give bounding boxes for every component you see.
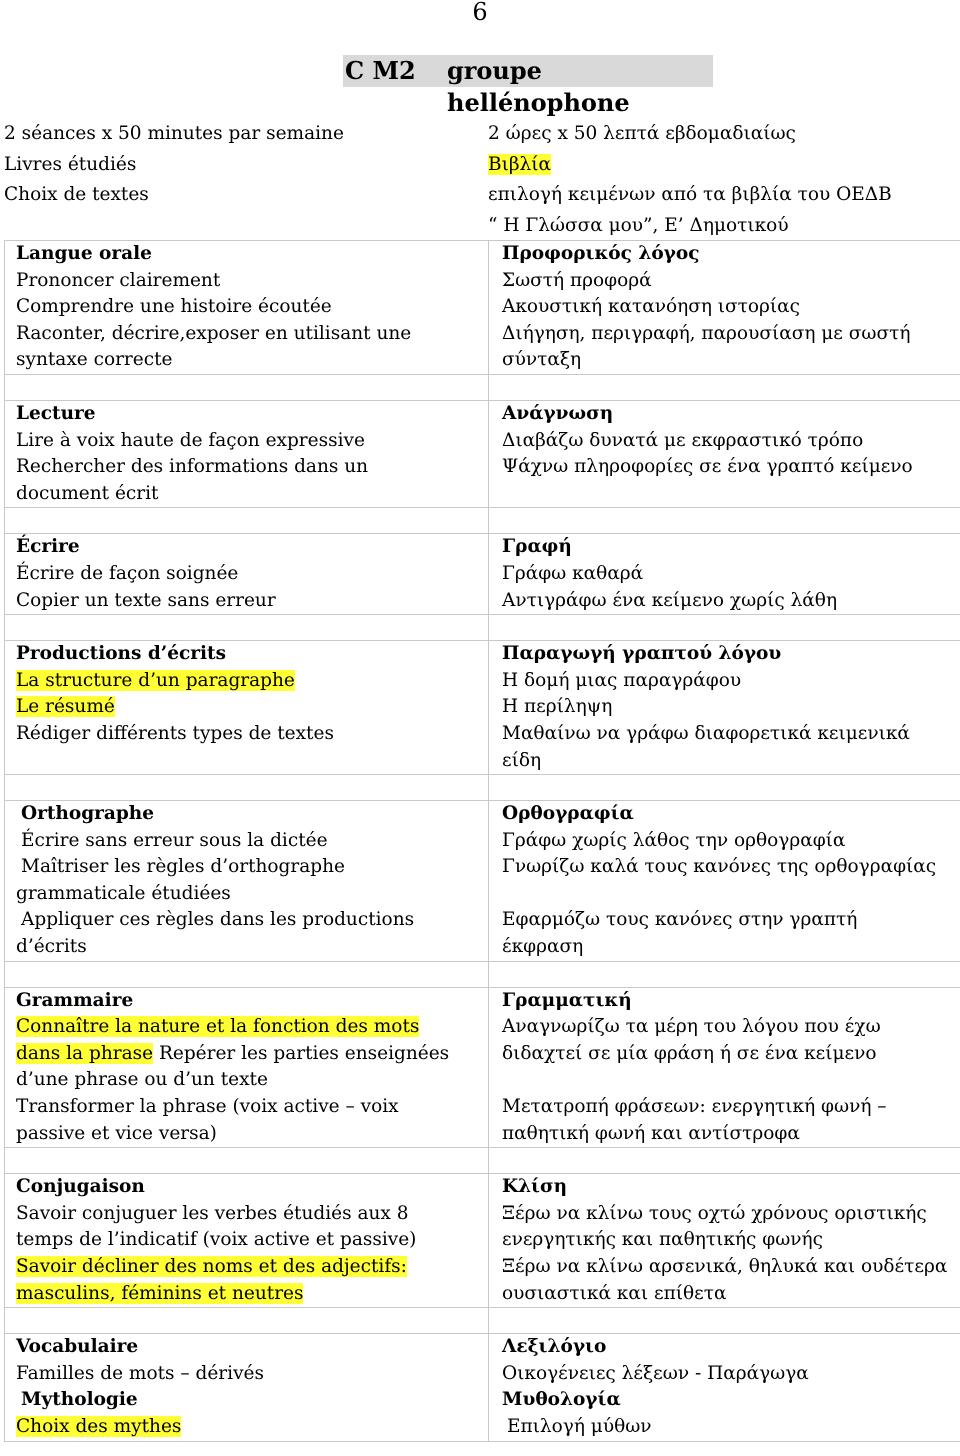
intro-line: 2 ώρες x 50 λεπτά εβδομαδιαίως [488,123,796,144]
spacer-row [5,508,960,534]
section-title: Ανάγνωση [502,402,614,424]
intro-line: Livres étudiés [4,153,137,175]
line: Διήγηση, περιγραφή, παρουσίαση με σωστή [502,322,911,344]
section-row [5,1174,960,1308]
line: Transformer la phrase (voix active – voix [16,1096,399,1118]
line: ενεργητικής και παθητικής φωνής [502,1229,823,1251]
intro-line [488,150,892,181]
highlight: masculins, féminins et neutres [16,1282,304,1304]
el-cell [489,987,960,1148]
line: Μαθαίνω να γράφω διαφορετικά κειμενικά [502,722,910,744]
class-label: C M2 [345,56,416,85]
section-title: Écrire [16,536,80,558]
highlight: Choix des mythes [16,1415,182,1437]
line: Γνωρίζω καλά τους κανόνες της ορθογραφίας [502,856,937,878]
section-row [5,641,960,775]
intro-fr [4,119,344,211]
section-title: Lecture [16,402,96,424]
text: Repérer les parties enseignées [158,1042,450,1064]
section-title: Ορθογραφία [502,803,634,825]
el-cell [489,534,960,615]
line: Αναγνωρίζω τα μέρη του λόγου που έχω [502,1016,881,1038]
highlight: dans la phrase [16,1042,154,1064]
spacer-row [5,1308,960,1334]
line [16,1254,478,1281]
group-label: groupe hellénophone [447,56,630,117]
line: Écrire sans erreur sous la dictée [21,829,328,851]
intro-line: επιλογή κειμένων από τα βιβλία του ΟΕΔΒ [488,184,892,205]
section-row [5,241,960,375]
line: Επιλογή μύθων [507,1415,652,1437]
spacer-row [5,1148,960,1174]
spacer-row [5,615,960,641]
line: Σωστή προφορά [502,269,652,291]
line: Η περίληψη [502,696,613,718]
highlight: Le résumé [16,696,115,718]
section-title: Μυθολογία [502,1389,621,1411]
line: παθητική φωνή και αντίστροφα [502,1122,800,1144]
line: είδη [502,749,542,771]
el-cell [489,641,960,775]
line: Rechercher des informations dans un [16,456,369,478]
section-title: Conjugaison [16,1176,145,1198]
fr-cell [5,534,489,615]
section-title: Langue orale [16,243,152,264]
line: Rédiger différents types de textes [16,722,334,744]
line: Lire à voix haute de façon expressive [16,429,365,451]
line: Familles de mots – dérivés [16,1362,264,1384]
highlight: Connaître la nature et la fonction des mots [16,1016,420,1038]
el-cell [489,801,960,962]
line: ουσιαστικά και επίθετα [502,1282,727,1304]
fr-cell [5,641,489,775]
blank-line [502,881,956,908]
section-row [5,987,960,1148]
curriculum-table [4,240,960,1442]
line: grammaticale étudiées [16,882,231,904]
el-cell [489,1334,960,1441]
line: Μετατροπή φράσεων: ενεργητική φωνή – [502,1096,887,1118]
section-title: Grammaire [16,989,134,1011]
line: temps de l’indicatif (voix active et passive) [16,1229,417,1251]
intro-line: Choix de textes [4,184,149,205]
line: Αντιγράφω ένα κείμενο χωρίς λάθη [502,589,838,611]
section-title: Γραμματική [502,989,632,1011]
fr-cell [5,801,489,962]
page-number: 6 [472,0,488,26]
line [16,1014,478,1041]
section-title: Orthographe [21,803,155,825]
line: Écrire de façon soignée [16,562,239,584]
page-title [343,55,713,117]
section-row [5,801,960,962]
spacer-row [5,775,960,801]
line [16,1281,478,1308]
blank-line [502,1067,956,1094]
line: διδαχτεί σε μία φράση ή σε ένα κείμενο [502,1042,877,1064]
section-title: Productions d’écrits [16,643,227,665]
line: σύνταξη [502,349,582,371]
section-title: Προφορικός λόγος [502,243,700,264]
line: Ακουστική κατανόηση ιστορίας [502,296,801,318]
spacer-row [5,374,960,400]
line: Η δομή μιας παραγράφου [502,669,742,691]
section-title: Γραφή [502,536,572,558]
section-row [5,400,960,507]
fr-cell [5,400,489,507]
highlight: Savoir décliner des noms et des adjectifs: [16,1256,407,1277]
intro-line: 2 séances x 50 minutes par semaine [4,123,344,144]
line: Ξέρω να κλίνω τους οχτώ χρόνους οριστικής [502,1202,927,1224]
line: Εφαρμόζω τους κανόνες στην γραπτή [502,909,858,931]
line: Ξέρω να κλίνω αρσενικά, θηλυκά και ουδέτερα [502,1256,948,1277]
line [16,1414,478,1441]
line: Οικογένειες λέξεων - Παράγωγα [502,1362,809,1384]
highlight: La structure d’un paragraphe [16,669,295,691]
section-title: Vocabulaire [16,1336,139,1358]
line [16,668,478,695]
highlight: Βιβλία [488,153,552,175]
line: έκφραση [502,936,584,958]
section-title: Παραγωγή γραπτού λόγου [502,643,782,665]
fr-cell [5,241,489,375]
line: Prononcer clairement [16,269,221,291]
line: document écrit [16,482,159,504]
fr-cell [5,1334,489,1441]
line: Raconter, décrire,exposer en utilisant une [16,322,412,344]
spacer-row [5,961,960,987]
line: Διαβάζω δυνατά με εκφραστικό τρόπο [502,429,864,451]
line: Maîtriser les règles d’orthographe [21,856,345,878]
section-row [5,1334,960,1441]
intro-line: “ Η Γλώσσα μου”, Ε’ Δημοτικού [488,214,789,236]
line: Savoir conjuguer les verbes étudiés aux 8 [16,1202,409,1224]
line: Ψάχνω πληροφορίες σε ένα γραπτό κείμενο [502,456,913,478]
line: Appliquer ces règles dans les productions [21,909,415,931]
line [16,1041,478,1068]
line [16,694,478,721]
section-title: Mythologie [21,1389,138,1411]
line: Comprendre une histoire écoutée [16,296,332,318]
fr-cell [5,1174,489,1308]
fr-cell [5,987,489,1148]
el-cell [489,241,960,375]
line: passive et vice versa) [16,1122,217,1144]
line: Γράφω καθαρά [502,562,644,584]
line: d’écrits [16,936,87,958]
section-row [5,534,960,615]
line: syntaxe correcte [16,349,173,371]
intro-el [488,119,892,241]
el-cell [489,1174,960,1308]
line: d’une phrase ou d’un texte [16,1069,268,1091]
line: Copier un texte sans erreur [16,589,276,611]
el-cell [489,400,960,507]
section-title: Λεξιλόγιο [502,1336,607,1358]
section-title: Κλίση [502,1176,568,1198]
line: Γράφω χωρίς λάθος την ορθογραφία [502,829,846,851]
